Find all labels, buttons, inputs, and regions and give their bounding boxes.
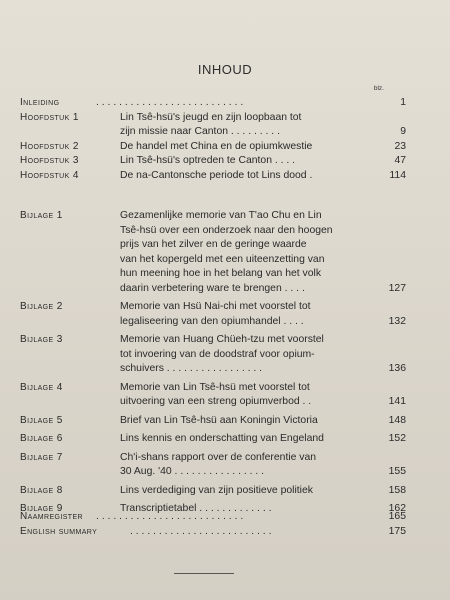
toc-entry-title: [96, 510, 352, 525]
toc-entry-title-line: Gezamenlijke memorie van T'ao Chu en Lin: [120, 210, 322, 221]
toc-entry-title-line: Memorie van Hsü Nai-chi met voorstel tot: [120, 301, 311, 312]
toc-entry-label: English summary: [20, 525, 98, 537]
toc-entry-title: [120, 484, 352, 499]
toc-entry-title-line: De na-Cantonsche periode tot Lins dood .: [120, 169, 313, 181]
toc-entry-title: [120, 381, 352, 410]
toc-entry-label: Bijlage 5: [20, 414, 63, 426]
toc-entry-title: [120, 140, 352, 155]
toc-entry-label: Bijlage 6: [20, 433, 63, 444]
page-title: INHOUD: [197, 62, 253, 77]
toc-entry-label: Inleiding: [20, 97, 60, 108]
toc-entry-title-line: Lins verdediging van zijn positieve politiek: [120, 484, 313, 496]
toc-entry-label: Hoofdstuk 1: [20, 111, 79, 123]
toc-entry-page-number: 141: [388, 396, 406, 407]
toc-entry-label: Bijlage 2: [20, 301, 63, 312]
toc-entry-title-line: legaliseering van den opiumhandel . . . .: [120, 315, 304, 327]
closing-rule: [174, 573, 234, 574]
toc-entry-title: [120, 333, 352, 377]
toc-entry-page-number: 114: [389, 169, 406, 181]
toc-entry-title: [120, 154, 352, 169]
toc-entry-page-number: 136: [388, 363, 406, 374]
toc-entry-label: Bijlage 3: [20, 334, 63, 345]
toc-entry-page-number: 1: [400, 97, 406, 108]
toc-entry-page-number: 175: [388, 525, 406, 537]
toc-entry-page-number: 165: [388, 511, 406, 522]
toc-entry-label: Naamregister: [20, 511, 83, 522]
toc-entry-page-number: 47: [394, 155, 406, 166]
toc-entry-title-line: Ch'i-shans rapport over de conferentie van: [120, 451, 317, 463]
toc-entry-title-line: daarin verbetering ware te brengen . . . .: [120, 282, 305, 294]
toc-entry-title: [120, 451, 352, 480]
toc-entry-label: Bijlage 8: [20, 484, 63, 496]
toc-entry-title: [120, 169, 352, 184]
toc-entry-title-line: van het kopergeld met een uiteenzetting van: [120, 253, 325, 265]
toc-entry-title-line: . . . . . . . . . . . . . . . . . . . . . . . . . .: [96, 97, 244, 108]
toc-entry-title-line: . . . . . . . . . . . . . . . . . . . . . . . . .: [130, 525, 272, 537]
toc-entry-page-number: 162: [388, 503, 406, 514]
toc-entry-title: [120, 209, 352, 296]
toc-entry-page-number: 148: [388, 414, 406, 426]
toc-entry-title-line: tot invoering van de doodstraf voor opium-: [120, 348, 315, 360]
page-column-label: blz.: [373, 85, 384, 92]
toc-entry-page-number: 132: [388, 315, 406, 327]
toc-entry-label: Bijlage 1: [20, 210, 63, 221]
toc-entry-title: [120, 111, 352, 140]
toc-entry-title-line: . . . . . . . . . . . . . . . . . . . . . . . . . .: [96, 511, 244, 522]
toc-entry-label: Hoofdstuk 2: [20, 140, 79, 152]
toc-entry-label: Bijlage 9: [20, 503, 63, 514]
toc-entry-title: [120, 300, 352, 329]
toc-entry-page-number: 152: [388, 433, 406, 444]
toc-entry-page-number: 9: [400, 126, 406, 137]
toc-entry-label: Bijlage 7: [20, 451, 63, 463]
toc-entry-title-line: Lins kennis en onderschatting van Engeland: [120, 433, 324, 444]
toc-entry-page-number: 127: [388, 282, 406, 294]
toc-entry-title-line: Brief van Lin Tsê-hsü aan Koningin Victoria: [120, 414, 318, 426]
toc-entry-title-line: uitvoering van een streng opiumverbod . .: [120, 396, 312, 407]
toc-entry-label: Bijlage 4: [20, 381, 63, 393]
toc-entry-title-line: Memorie van Lin Tsê-hsü met voorstel tot: [120, 381, 310, 393]
toc-entry-title: [120, 432, 352, 447]
toc-entry-page-number: 23: [394, 140, 406, 152]
toc-entry-label: Hoofdstuk 3: [20, 155, 79, 166]
toc-entry-title: [96, 96, 352, 111]
toc-entry-page-number: 155: [388, 466, 406, 477]
toc-entry-title-line: zijn missie naar Canton . . . . . . . . .: [120, 126, 280, 137]
toc-entry-title-line: Lin Tsê-hsü's optreden te Canton . . . .: [120, 155, 296, 166]
toc-entry-title-line: Transcriptietabel . . . . . . . . . . . . .: [120, 503, 272, 514]
toc-entry-title-line: De handel met China en de opiumkwestie: [120, 140, 313, 152]
toc-entry-title-line: Lin Tsê-hsü's jeugd en zijn loopbaan tot: [120, 111, 302, 123]
toc-entry-title-line: Tsê-hsü over een onderzoek naar den hoogen: [120, 224, 333, 236]
toc-entry-title-line: 30 Aug. '40 . . . . . . . . . . . . . . . .: [120, 466, 265, 477]
toc-entry-title-line: prijs van het zilver en de geringe waarde: [120, 239, 307, 250]
toc-entry-page-number: 158: [388, 484, 406, 496]
toc-entry-title: [120, 414, 352, 429]
toc-entry-title: [130, 525, 352, 540]
toc-entry-title-line: hun meening hoe in het belang van het volk: [120, 268, 322, 279]
toc-entry-title-line: schuivers . . . . . . . . . . . . . . . . .: [120, 363, 263, 374]
toc-entry-label: Hoofdstuk 4: [20, 169, 79, 181]
toc-entry-title-line: Memorie van Huang Chüeh-tzu met voorstel: [120, 334, 324, 345]
